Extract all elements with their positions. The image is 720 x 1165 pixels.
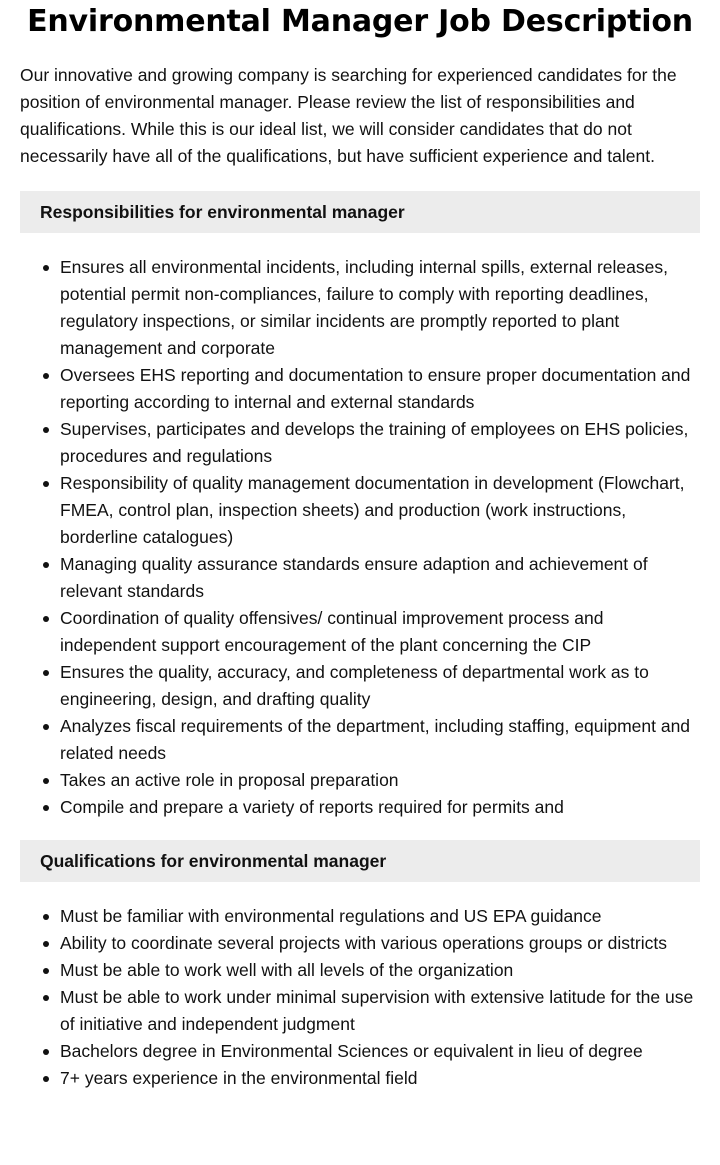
- list-item: Ensures all environmental incidents, including internal spills, external releases, potential permit non-compliances, failure to comply with reporting deadlines, regulatory inspections, or similar incidents are promptly reported to plant management and corporate: [60, 254, 700, 362]
- responsibilities-list: [20, 254, 700, 821]
- list-item: Bachelors degree in Environmental Sciences or equivalent in lieu of degree: [60, 1038, 700, 1065]
- list-item: Analyzes fiscal requirements of the department, including staffing, equipment and related needs: [60, 713, 700, 767]
- list-item: Takes an active role in proposal preparation: [60, 767, 700, 794]
- list-item: Must be able to work well with all levels of the organization: [60, 957, 700, 984]
- page-title: Environmental Manager Job Description: [27, 4, 693, 39]
- list-item: Supervises, participates and develops the training of employees on EHS policies, procedures and regulations: [60, 416, 700, 470]
- list-item: Compile and prepare a variety of reports required for permits and: [60, 794, 700, 821]
- list-item: Responsibility of quality management documentation in development (Flowchart, FMEA, control plan, inspection sheets) and production (work instructions, borderline catalogues): [60, 470, 700, 551]
- qualifications-list: [20, 903, 700, 1092]
- list-item: Ensures the quality, accuracy, and completeness of departmental work as to engineering, design, and drafting quality: [60, 659, 700, 713]
- list-item: Managing quality assurance standards ensure adaption and achievement of relevant standards: [60, 551, 700, 605]
- intro-paragraph: Our innovative and growing company is searching for experienced candidates for the position of environmental manager. Please review the list of responsibilities and qualifications. While this is our ideal list, we will consider candidates that do not necessarily have all of the qualifications, but have sufficient experience and talent.: [20, 65, 677, 166]
- list-item: Coordination of quality offensives/ continual improvement process and independent support encouragement of the plant concerning the CIP: [60, 605, 700, 659]
- responsibilities-heading: Responsibilities for environmental manager: [20, 191, 700, 233]
- list-item: Must be able to work under minimal supervision with extensive latitude for the use of initiative and independent judgment: [60, 984, 700, 1038]
- list-item: Must be familiar with environmental regulations and US EPA guidance: [60, 903, 700, 930]
- qualifications-heading: Qualifications for environmental manager: [20, 840, 700, 882]
- list-item: Ability to coordinate several projects with various operations groups or districts: [60, 930, 700, 957]
- list-item: Oversees EHS reporting and documentation to ensure proper documentation and reporting according to internal and external standards: [60, 362, 700, 416]
- list-item: 7+ years experience in the environmental field: [60, 1065, 700, 1092]
